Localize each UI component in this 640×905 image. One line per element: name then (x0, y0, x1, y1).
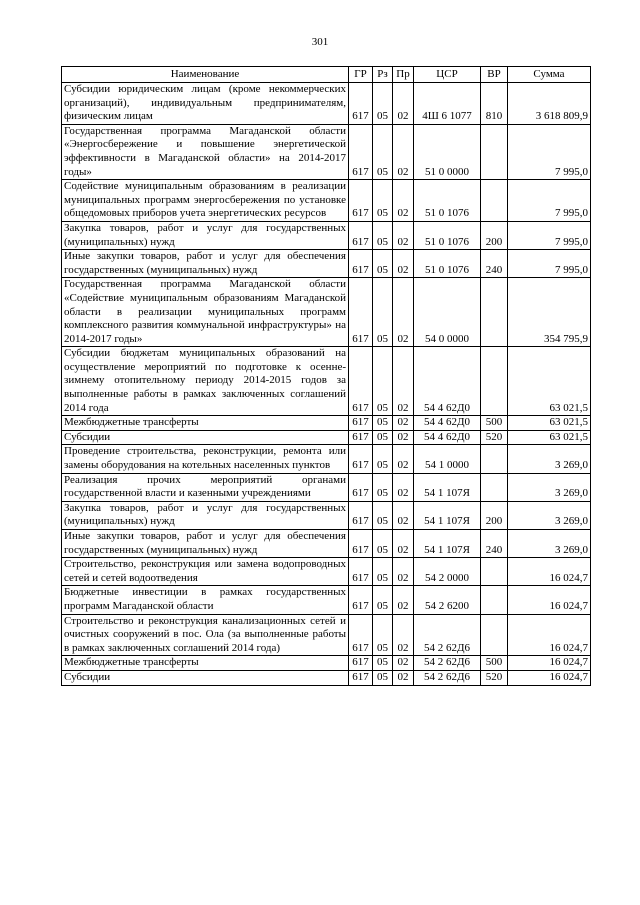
cell-pr: 02 (393, 530, 414, 558)
cell-csr: 54 1 107Я (414, 530, 481, 558)
cell-rz: 05 (373, 250, 393, 278)
cell-amount: 7 995,0 (508, 250, 591, 278)
cell-pr: 02 (393, 416, 414, 431)
cell-amount: 63 021,5 (508, 430, 591, 445)
cell-gr: 617 (349, 530, 373, 558)
cell-pr: 02 (393, 656, 414, 671)
table-row (62, 501, 591, 529)
cell-gr: 617 (349, 614, 373, 656)
cell-name: Иные закупки товаров, работ и услуг для обеспечения государственных (муниципальных) нужд (62, 530, 349, 558)
cell-rz: 05 (373, 614, 393, 656)
table-row (62, 430, 591, 445)
table-header-row (62, 67, 591, 83)
cell-csr: 54 1 0000 (414, 445, 481, 473)
cell-pr: 02 (393, 124, 414, 179)
cell-gr: 617 (349, 558, 373, 586)
cell-rz: 05 (373, 83, 393, 125)
cell-vr: 200 (481, 221, 508, 249)
cell-gr: 617 (349, 473, 373, 501)
cell-gr: 617 (349, 586, 373, 614)
cell-gr: 617 (349, 347, 373, 416)
cell-csr: 51 0 1076 (414, 250, 481, 278)
cell-amount: 63 021,5 (508, 347, 591, 416)
cell-amount: 16 024,7 (508, 656, 591, 671)
cell-gr: 617 (349, 83, 373, 125)
table-row (62, 473, 591, 501)
cell-rz: 05 (373, 501, 393, 529)
cell-pr: 02 (393, 221, 414, 249)
cell-pr: 02 (393, 83, 414, 125)
cell-rz: 05 (373, 445, 393, 473)
page-number: 301 (311, 36, 329, 48)
cell-name: Субсидии (62, 670, 349, 685)
cell-rz: 05 (373, 278, 393, 347)
cell-rz: 05 (373, 347, 393, 416)
cell-vr (481, 347, 508, 416)
cell-rz: 05 (373, 221, 393, 249)
cell-amount: 3 269,0 (508, 530, 591, 558)
cell-vr: 200 (481, 501, 508, 529)
cell-name: Строительство, реконструкция или замена водопроводных сетей и сетей водоотведения (62, 558, 349, 586)
cell-vr (481, 586, 508, 614)
cell-vr: 240 (481, 250, 508, 278)
cell-rz: 05 (373, 656, 393, 671)
cell-name: Реализация прочих мероприятий органами государственной власти и казенными учреждениями (62, 473, 349, 501)
cell-amount: 3 269,0 (508, 501, 591, 529)
cell-vr: 810 (481, 83, 508, 125)
header-vr: ВР (481, 67, 508, 83)
cell-gr: 617 (349, 670, 373, 685)
cell-rz: 05 (373, 558, 393, 586)
cell-vr: 240 (481, 530, 508, 558)
table-row (62, 614, 591, 656)
cell-csr: 54 2 62Д6 (414, 614, 481, 656)
cell-gr: 617 (349, 180, 373, 222)
cell-amount: 3 618 809,9 (508, 83, 591, 125)
cell-amount: 354 795,9 (508, 278, 591, 347)
cell-csr: 54 2 62Д6 (414, 670, 481, 685)
cell-rz: 05 (373, 473, 393, 501)
cell-vr: 520 (481, 430, 508, 445)
cell-rz: 05 (373, 416, 393, 431)
cell-vr (481, 614, 508, 656)
table-row (62, 558, 591, 586)
cell-csr: 54 0 0000 (414, 278, 481, 347)
cell-pr: 02 (393, 250, 414, 278)
cell-pr: 02 (393, 586, 414, 614)
cell-rz: 05 (373, 586, 393, 614)
cell-gr: 617 (349, 416, 373, 431)
cell-gr: 617 (349, 430, 373, 445)
cell-csr: 54 1 107Я (414, 473, 481, 501)
cell-name: Иные закупки товаров, работ и услуг для обеспечения государственных (муниципальных) нужд (62, 250, 349, 278)
header-csr: ЦСР (414, 67, 481, 83)
cell-name: Государственная программа Магаданской области «Энергосбережение и повышение энергетической эффективности в Магаданской области» на 2014-2017 годы» (62, 124, 349, 179)
cell-rz: 05 (373, 430, 393, 445)
cell-amount: 7 995,0 (508, 124, 591, 179)
cell-amount: 3 269,0 (508, 445, 591, 473)
cell-name: Межбюджетные трансферты (62, 416, 349, 431)
table-row (62, 445, 591, 473)
cell-rz: 05 (373, 124, 393, 179)
cell-name: Субсидии бюджетам муниципальных образований на осуществление мероприятий по подготовке к осенне-зимнему отопительному периоду 2014-2015 годов за выполненные работы в рамках заключенных соглашений 2014 года (62, 347, 349, 416)
cell-name: Закупка товаров, работ и услуг для государственных (муниципальных) нужд (62, 221, 349, 249)
cell-name: Строительство и реконструкция канализационных сетей и очистных сооружений в пос. Ола (за выполненные работы в рамках заключенных соглашений 2014 года) (62, 614, 349, 656)
cell-amount: 16 024,7 (508, 558, 591, 586)
table-row (62, 586, 591, 614)
cell-name: Содействие муниципальным образованиям в реализации муниципальных программ энергосбережения по установке общедомовых приборов учета энергетических ресурсов (62, 180, 349, 222)
cell-csr: 51 0 1076 (414, 221, 481, 249)
header-amount: Сумма (508, 67, 591, 83)
cell-csr: 54 2 6200 (414, 586, 481, 614)
cell-amount: 16 024,7 (508, 614, 591, 656)
table-row (62, 278, 591, 347)
cell-amount: 63 021,5 (508, 416, 591, 431)
cell-csr: 54 2 62Д6 (414, 656, 481, 671)
cell-pr: 02 (393, 501, 414, 529)
cell-amount: 7 995,0 (508, 221, 591, 249)
table-row (62, 180, 591, 222)
cell-vr (481, 558, 508, 586)
cell-pr: 02 (393, 445, 414, 473)
cell-vr (481, 445, 508, 473)
cell-pr: 02 (393, 180, 414, 222)
cell-amount: 16 024,7 (508, 670, 591, 685)
cell-gr: 617 (349, 445, 373, 473)
header-pr: Пр (393, 67, 414, 83)
cell-csr: 54 4 62Д0 (414, 430, 481, 445)
cell-csr: 51 0 1076 (414, 180, 481, 222)
cell-csr: 54 4 62Д0 (414, 416, 481, 431)
table-row (62, 530, 591, 558)
cell-gr: 617 (349, 501, 373, 529)
cell-vr (481, 180, 508, 222)
cell-gr: 617 (349, 656, 373, 671)
cell-csr: 54 4 62Д0 (414, 347, 481, 416)
cell-gr: 617 (349, 278, 373, 347)
cell-name: Закупка товаров, работ и услуг для государственных (муниципальных) нужд (62, 501, 349, 529)
cell-name: Межбюджетные трансферты (62, 656, 349, 671)
cell-vr: 500 (481, 416, 508, 431)
cell-pr: 02 (393, 278, 414, 347)
budget-table (61, 66, 591, 686)
header-name: Наименование (62, 67, 349, 83)
cell-amount: 3 269,0 (508, 473, 591, 501)
cell-csr: 54 1 107Я (414, 501, 481, 529)
cell-pr: 02 (393, 670, 414, 685)
header-gr: ГР (349, 67, 373, 83)
cell-pr: 02 (393, 430, 414, 445)
cell-pr: 02 (393, 347, 414, 416)
cell-rz: 05 (373, 180, 393, 222)
table-row (62, 416, 591, 431)
cell-vr: 500 (481, 656, 508, 671)
cell-pr: 02 (393, 473, 414, 501)
table-row (62, 83, 591, 125)
cell-vr: 520 (481, 670, 508, 685)
cell-rz: 05 (373, 670, 393, 685)
table-row (62, 347, 591, 416)
cell-amount: 16 024,7 (508, 586, 591, 614)
table-row (62, 124, 591, 179)
cell-gr: 617 (349, 221, 373, 249)
cell-csr: 51 0 0000 (414, 124, 481, 179)
header-rz: Рз (373, 67, 393, 83)
table-row (62, 221, 591, 249)
cell-name: Проведение строительства, реконструкции, ремонта или замены оборудования на котельных населенных пунктов (62, 445, 349, 473)
cell-vr (481, 278, 508, 347)
cell-gr: 617 (349, 250, 373, 278)
table-row (62, 670, 591, 685)
table-row (62, 656, 591, 671)
cell-vr (481, 124, 508, 179)
cell-rz: 05 (373, 530, 393, 558)
cell-csr: 4Ш 6 1077 (414, 83, 481, 125)
cell-csr: 54 2 0000 (414, 558, 481, 586)
cell-name: Субсидии (62, 430, 349, 445)
cell-name: Субсидии юридическим лицам (кроме некоммерческих организаций), индивидуальным предпринимателям, физическим лицам (62, 83, 349, 125)
cell-name: Бюджетные инвестиции в рамках государственных программ Магаданской области (62, 586, 349, 614)
cell-name: Государственная программа Магаданской области «Содействие муниципальным образованиям Магаданской области в реализации муниципальных программ комплексного развития коммунальной инфраструктуры» на 2014-2017 годы» (62, 278, 349, 347)
table-row (62, 250, 591, 278)
cell-pr: 02 (393, 558, 414, 586)
cell-pr: 02 (393, 614, 414, 656)
cell-vr (481, 473, 508, 501)
cell-amount: 7 995,0 (508, 180, 591, 222)
cell-gr: 617 (349, 124, 373, 179)
